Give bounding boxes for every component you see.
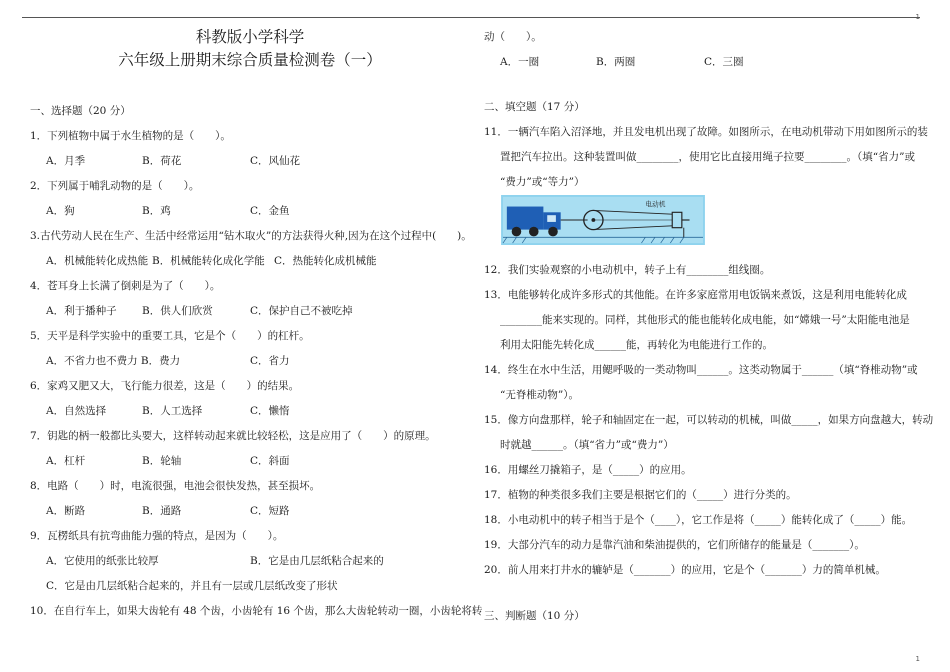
question-18: 18．小电动机中的转子相当于是个（____），它工作是将（_____）能转化成了（_____）能。 — [484, 514, 913, 526]
question-5-options — [30, 354, 470, 368]
question-8-options — [30, 504, 470, 518]
option-b: B．人工选择 — [142, 405, 203, 417]
right-column — [484, 30, 934, 623]
title-line-2: 六年级上册期末综合质量检测卷（一） — [118, 51, 382, 69]
question-17: 17．植物的种类很多我们主要是根据它们的（_____）进行分类的。 — [484, 489, 797, 501]
figure-label: 电动机 — [645, 200, 666, 209]
question-11-line-1: 11．一辆汽车陷入沼泽地，并且发电机出现了故障。如图所示，在电动机带动下用如图所示的装 — [484, 126, 928, 138]
option-a: A．自然选择 — [46, 405, 107, 417]
question-16: 16．用螺丝刀撬箱子，是（_____）的应用。 — [484, 464, 692, 476]
option-c: C．热能转化成机械能 — [274, 255, 377, 267]
option-c: C．它是由几层纸粘合起来的，并且有一层或几层纸改变了形状 — [46, 580, 338, 592]
left-column — [30, 24, 483, 618]
question-1-options — [30, 154, 470, 168]
section-2-heading: 二、填空题（17 分） — [484, 101, 585, 113]
question-14-line-1: 14．终生在水中生活，用鳃呼吸的一类动物叫______。这类动物属于______（填“脊椎动物”或 — [484, 364, 918, 376]
option-a: A．杠杆 — [46, 455, 86, 467]
option-c: C．金鱼 — [250, 205, 290, 217]
option-c: C．省力 — [250, 355, 290, 367]
option-c: C．风仙花 — [250, 155, 301, 167]
title-line-1: 科教版小学科学 — [195, 28, 305, 46]
question-6-options — [30, 404, 470, 418]
question-2: 2．下列属于哺乳动物的是（ ）。 — [30, 180, 200, 192]
question-3: 3.古代劳动人民在生产、生活中经常运用“钻木取火”的方法获得火种,因为在这个过程中( )。 — [30, 230, 472, 242]
option-b: B．供人们欣赏 — [142, 305, 213, 317]
question-9-options — [30, 554, 470, 568]
section-3-heading: 三、判断题（10 分） — [484, 610, 585, 622]
question-6: 6．家鸡又肥又大，飞行能力很差，这是（ ）的结果。 — [30, 380, 300, 392]
question-10-options — [484, 55, 926, 69]
option-b: B．通路 — [142, 505, 182, 517]
option-c: C．斜面 — [250, 455, 290, 467]
option-a-b: A．不省力也不费力 B．费力 — [46, 355, 181, 367]
question-13-line-1: 13．电能够转化成许多形式的其他能。在许多家庭常用电饭锅来煮饭，这是利用电能转化成 — [484, 289, 907, 301]
option-c: C．保护自己不被吃掉 — [250, 305, 353, 317]
question-7: 7．钥匙的柄一般都比头要大，这样转动起来就比较轻松，这是应用了（ ）的原理。 — [30, 430, 436, 442]
question-13-line-2: ________能来实现的。同样，其他形式的能也能转化成电能，如“嫦娥一号”太阳能电池是 — [500, 314, 910, 326]
question-20: 20．前人用来打井水的辘轳是（_______）的应用，它是个（_______）力的简单机械。 — [484, 564, 886, 576]
question-7-options — [30, 454, 470, 468]
option-a: A．它使用的纸张比较厚 — [46, 555, 159, 567]
question-11-line-3: “费力”或“等力”） — [500, 176, 585, 188]
option-a: A．机械能转化成热能 — [46, 255, 149, 267]
question-3-options — [30, 254, 470, 268]
option-a: A．月季 — [46, 155, 86, 167]
option-b: B．两圈 — [596, 56, 636, 68]
question-9: 9．瓦楞纸具有抗弯曲能力强的特点，是因为（ ）。 — [30, 530, 284, 542]
question-4-options — [30, 304, 470, 318]
option-c: C．懒惰 — [250, 405, 290, 417]
question-10-continued: 动（ ）。 — [484, 31, 542, 43]
page-number-top: 1 — [915, 13, 920, 21]
option-b: B．鸡 — [142, 205, 171, 217]
question-15-line-2: 时就越______。（填“省力”或“费力”） — [500, 439, 674, 451]
option-b: B．机械能转化成化学能 — [152, 255, 265, 267]
option-b: B．轮轴 — [142, 455, 182, 467]
question-4: 4．苍耳身上长满了倒刺是为了（ ）。 — [30, 280, 221, 292]
option-c: C．三圈 — [704, 56, 744, 68]
page-number-bottom: 1 — [915, 655, 920, 663]
question-2-options — [30, 204, 470, 218]
question-8: 8．电路（ ）时，电流很强，电池会很快发热，甚至损坏。 — [30, 480, 321, 492]
question-10: 10．在自行车上，如果大齿轮有 48 个齿，小齿轮有 16 个齿，那么大齿轮转动一圈，小齿轮将转 — [30, 605, 483, 617]
question-12: 12．我们实验观察的小电动机中，转子上有________组线圈。 — [484, 264, 771, 276]
question-19: 19．大部分汽车的动力是靠汽油和柴油提供的，它们所储存的能量是（_______）。 — [484, 539, 865, 551]
question-15-line-1: 15．像方向盘那样，轮子和轴固定在一起，可以转动的机械，叫做_____，如果方向盘越大，转动 — [484, 414, 934, 426]
option-c: C．短路 — [250, 505, 290, 517]
option-a: A．利于播种子 — [46, 305, 117, 317]
section-1-heading: 一、选择题（20 分） — [30, 105, 131, 117]
option-b: B．它是由几层纸粘合起来的 — [250, 555, 384, 567]
question-11-line-2: 置把汽车拉出。这种装置叫做________，使用它比直接用绳子拉要________。（填“省力”或 — [500, 151, 915, 163]
option-a: A．断路 — [46, 505, 86, 517]
question-1: 1．下列植物中属于水生植物的是（ ）。 — [30, 130, 231, 142]
option-b: B．荷花 — [142, 155, 182, 167]
question-14-line-2: “无脊椎动物”）。 — [500, 389, 579, 401]
winch-figure — [484, 195, 926, 249]
question-5: 5．天平是科学实验中的重要工具，它是个（ ）的杠杆。 — [30, 330, 310, 342]
question-13-line-3: 利用太阳能先转化成______能，再转化为电能进行工作的。 — [500, 339, 773, 351]
header-rule — [22, 17, 920, 18]
option-a: A．狗 — [46, 205, 75, 217]
truck-winch-illustration — [498, 195, 708, 245]
option-a: A．一圈 — [500, 56, 540, 68]
